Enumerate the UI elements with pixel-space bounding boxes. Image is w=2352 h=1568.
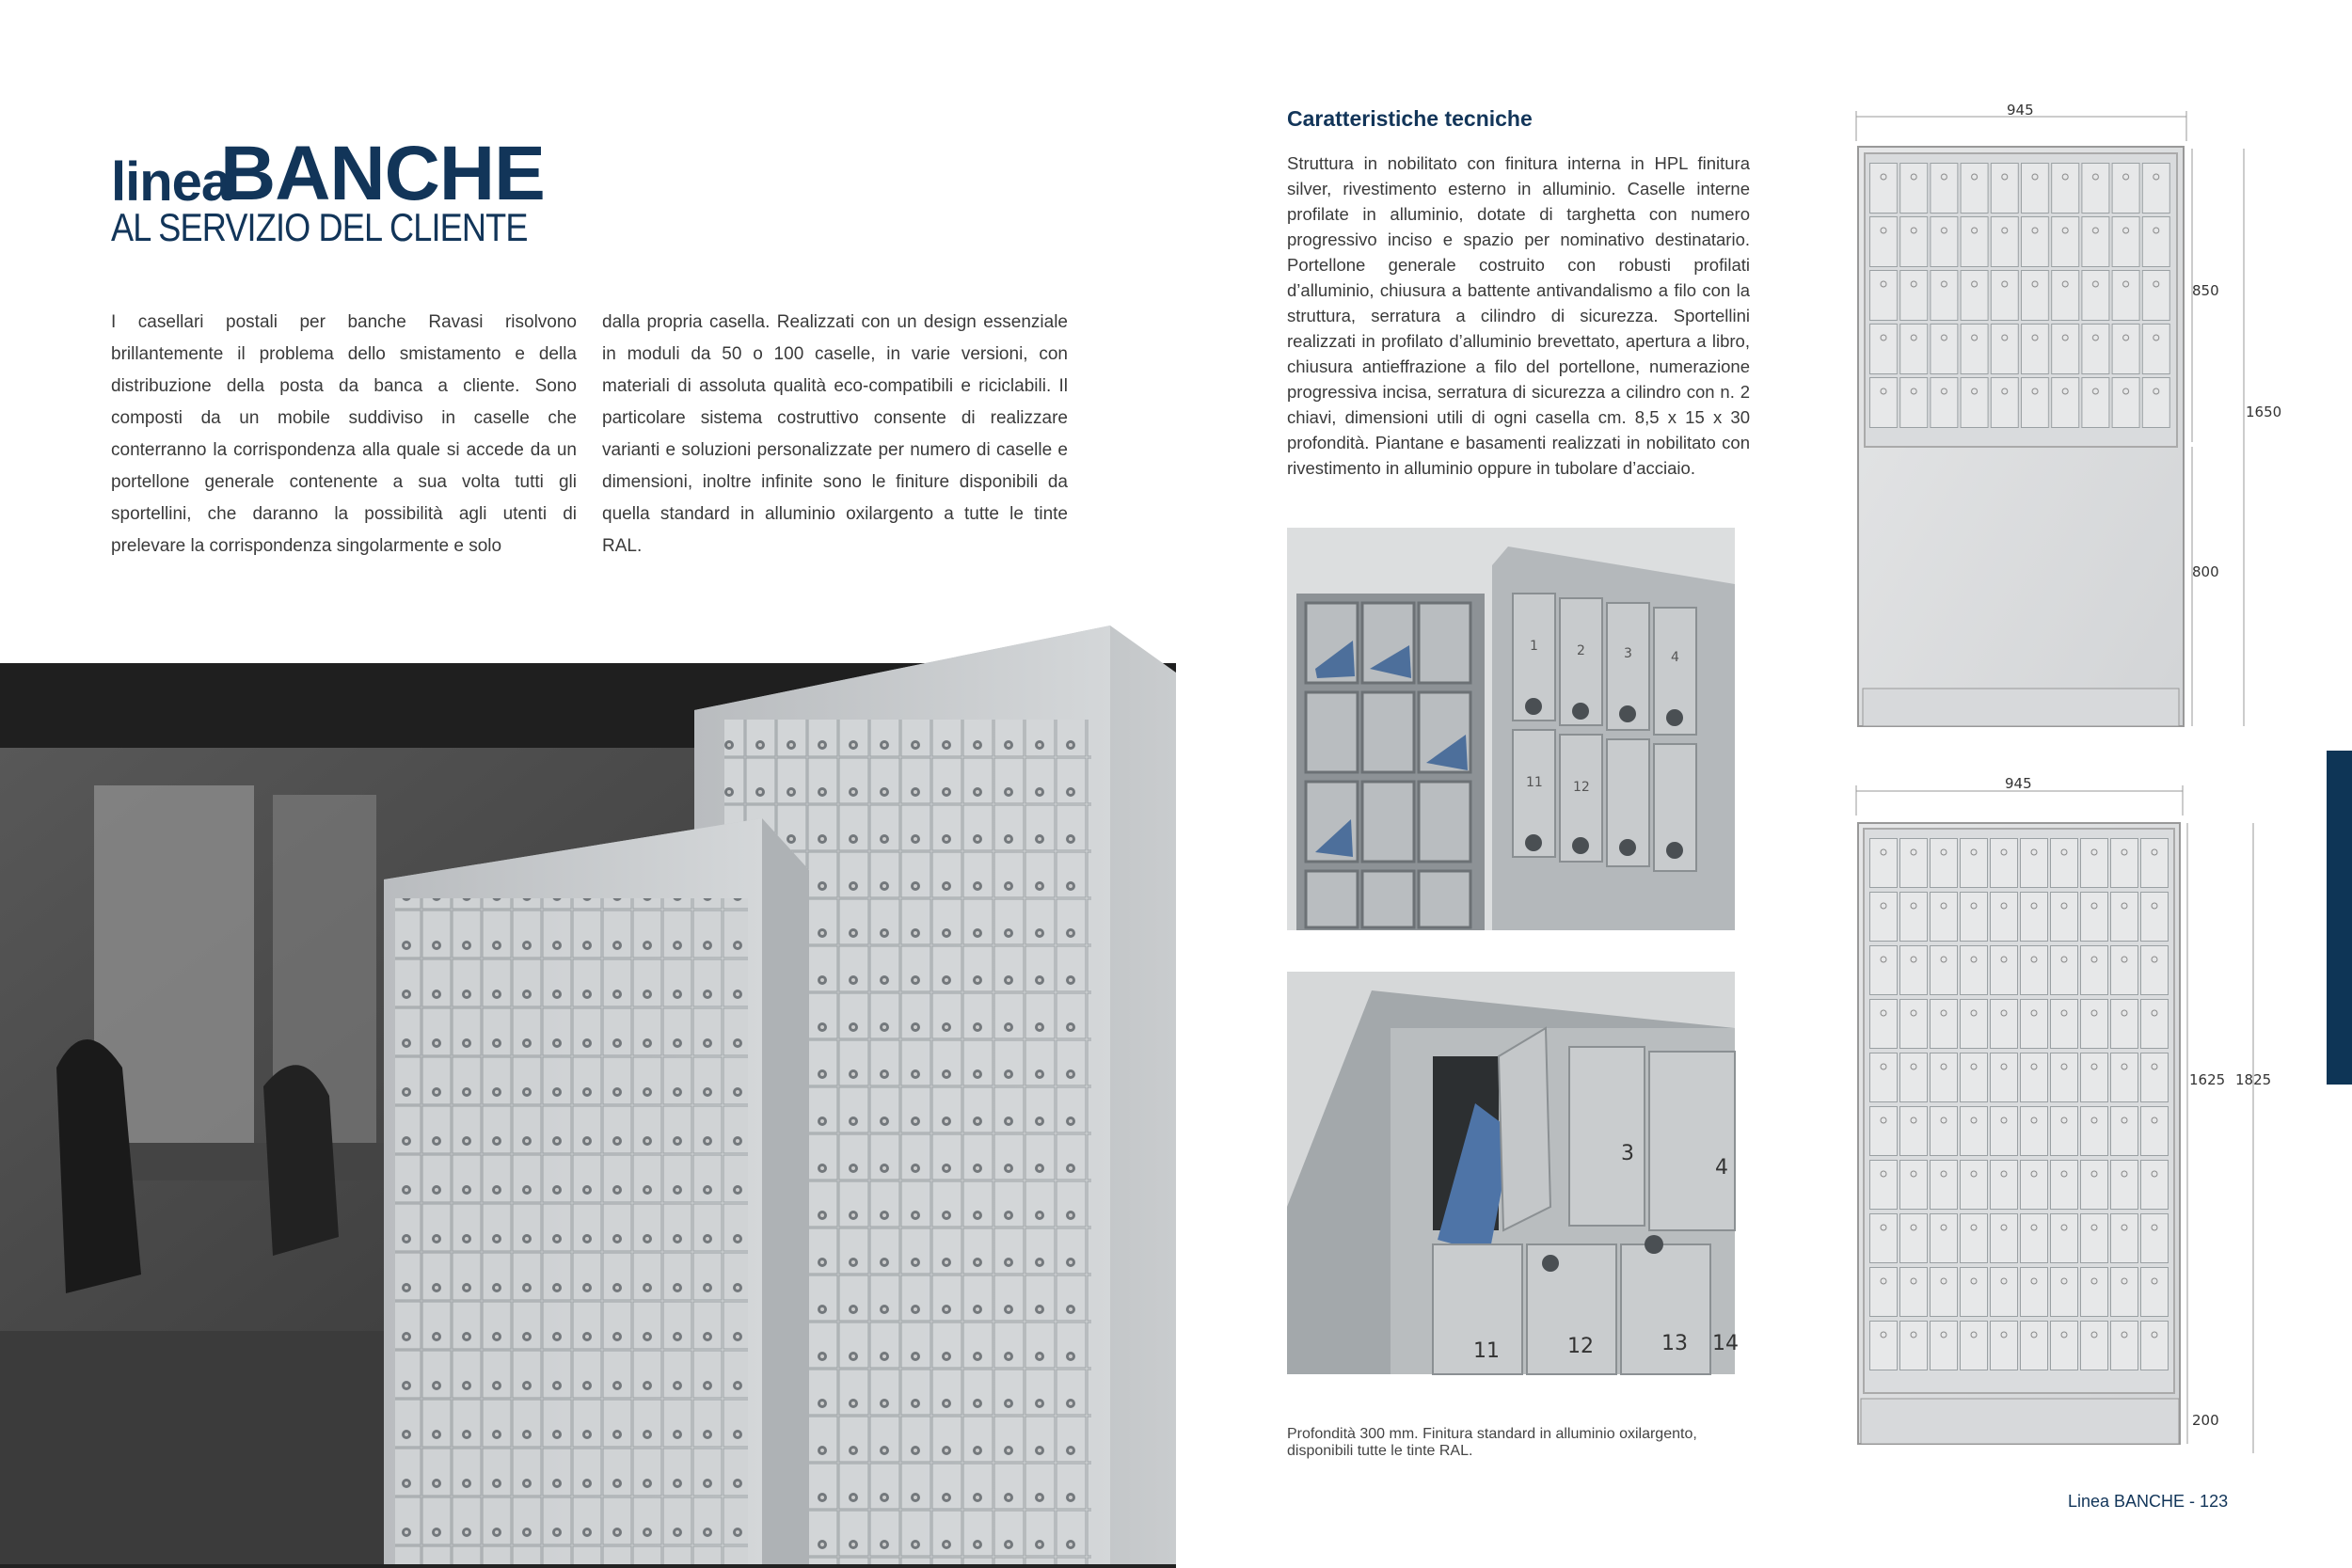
photo-a-label-3: 3 xyxy=(1624,646,1632,661)
technical-drawing-50 xyxy=(1849,94,2281,734)
title-banche: BANCHE xyxy=(220,131,545,216)
intro-column-2: dalla propria casella. Realizzati con un design essenziale in moduli da 50 o 100 caselle, in varie versioni, con materiali di assoluta qualità eco-compatibili e riciclabili. Il particolare sistema costruttivo consente di realizzare varianti e soluzioni personalizzate per numero di caselle e dimensioni, inoltre infinite sono le finiture disponibili da quella standard in alluminio oxilargento a tutte le tinte RAL. xyxy=(602,312,1068,556)
subtitle: AL SERVIZIO DEL CLIENTE xyxy=(111,205,528,249)
photo-a-label-12: 12 xyxy=(1573,780,1590,795)
technical-drawing-100 xyxy=(1849,767,2281,1467)
main-product-photo xyxy=(0,616,1176,1568)
drawing-1-base: 800 xyxy=(2192,563,2219,580)
drawing-2-inner: 1625 xyxy=(2189,1071,2226,1088)
photo-caption: Profondità 300 mm. Finitura standard in alluminio oxilargento, disponibili tutte le tinte RAL. xyxy=(1287,1426,1697,1459)
photo-a-label-11: 11 xyxy=(1526,775,1543,790)
drawing-2-base: 200 xyxy=(2192,1412,2219,1429)
photo-b-label-11: 11 xyxy=(1473,1339,1500,1363)
photo-b-label-14: 14 xyxy=(1712,1332,1739,1355)
drawing-2-width: 945 xyxy=(2005,775,2032,792)
tech-heading: Caratteristiche tecniche xyxy=(1287,106,1533,131)
side-tab xyxy=(2327,751,2352,1085)
drawing-2-total: 1825 xyxy=(2235,1071,2272,1088)
drawing-1-total: 1650 xyxy=(2246,404,2282,420)
photo-a-label-4: 4 xyxy=(1671,650,1679,665)
photo-a-label-2: 2 xyxy=(1577,643,1585,658)
photo-b-label-12: 12 xyxy=(1567,1335,1594,1358)
detail-photo-open-cabinet xyxy=(1287,528,1735,930)
detail-photo-door-key xyxy=(1287,972,1739,1374)
intro-column-1: I casellari postali per banche Ravasi risolvono brillantemente il problema dello smistamento e della distribuzione della posta da banca a cliente. Sono composti da un mobile suddiviso in caselle che conterranno la corrispondenza alla quale si accede da un portellone generale contenente a sua volta tutti gli sportellini, che daranno la possibilità agli utenti di prelevare la corrispondenza singolarmente e solo xyxy=(111,312,577,556)
photo-b-label-3: 3 xyxy=(1621,1142,1634,1165)
page-footer: Linea BANCHE - 123 xyxy=(2068,1492,2229,1511)
photo-b-label-4: 4 xyxy=(1715,1156,1728,1180)
drawing-1-upper: 850 xyxy=(2192,282,2219,299)
photo-a-label-1: 1 xyxy=(1530,639,1538,654)
photo-b-label-13: 13 xyxy=(1661,1332,1688,1355)
drawing-1-width: 945 xyxy=(2007,102,2034,119)
title-linea: linea xyxy=(111,151,231,213)
tech-body: Struttura in nobilitato con finitura interna in HPL finitura silver, rivestimento esterno in alluminio. Caselle interne profilate in alluminio, dotate di targhetta con numero progressivo inciso e spazio per nominativo destinatario. Portellone generale costruito con robusti profilati d’alluminio, chiusura a battente antivandalismo a filo con la struttura, serratura a cilindro di sicurezza. Sportellini realizzati in profilato d’alluminio brevettato, apertura a libro, chiusura antieffrazione a filo del portellone, numerazione progressiva incisa, serratura di sicurezza a cilindro con n. 2 chiavi, dimensioni utili di ogni casella cm. 8,5 x 15 x 30 profondità. Piantane e basamenti realizzati in nobilitato con rivestimento in alluminio oppure in tubolare d’acciaio. xyxy=(1287,153,1750,478)
